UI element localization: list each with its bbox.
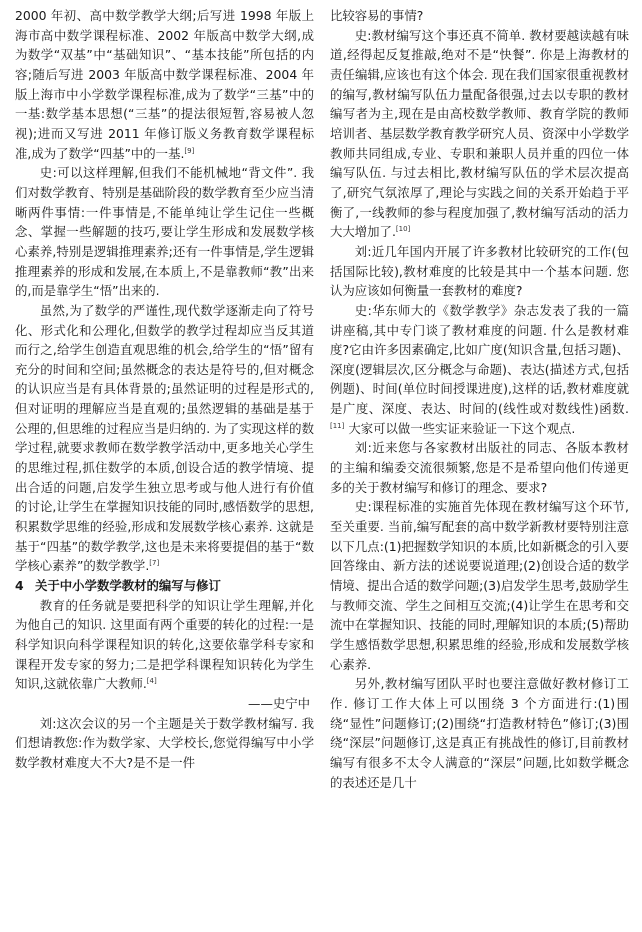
paragraph-shi-interpretation	[15, 163, 314, 301]
paragraph-text: 2000 年初、高中数学教学大纲;后写进 1998 年版上海市高中数学课程标准、2002 年版高中数学大纲,成为数学“双基”中“基础知识”、“基本技能”所包括的内容;随后写进 2003 年版高中数学课程标准、2004 年版上海市中小学数学课程标准,成为了数学“三基”中的一基:数学基本思想(“三基”的提法很短暂,容易被人忽视);进而又写进 2011 年修订版义务教育数学课程标准,成为了数学“四基”中的一基.	[15, 8, 314, 161]
section-number: 4	[15, 578, 24, 594]
right-column	[330, 6, 629, 792]
citation-ref[interactable]: [4]	[146, 677, 157, 686]
section-heading	[15, 576, 314, 596]
paragraph-text: 史:教材编写这个事还真不简单. 教材要越读越有味道,经得起反复推敲,绝对不是“快餐”. 你是上海教材的责任编辑,应该也有这个体会. 现在我们国家很重视教材的编写,教材编写队伍力量配备很强,过去以专职的教材编写者为主,现在是由高校数学教师、教育学院的教师培训者、基层数学教育教学研究人员、资深中小学数学教师共同组成,专业、专职和兼职人员并重的四位一体编写队伍. 与过去相比,教材编写队伍的学术层次提高了,研究气氛浓厚了,理论与实践之间的关系开始趋于平衡了,一线教师的参与程度加强了,教材编写活动的活力大大增加了.	[330, 27, 629, 240]
paragraph-text: 刘:这次会议的另一个主题是关于数学教材编写. 我们想请教您:作为数学家、大学校长,您觉得编写中小学数学教材难度大不大?是不是一件	[15, 715, 314, 770]
section-title: 关于中小学数学教材的编写与修订	[35, 578, 221, 594]
citation-ref[interactable]: [7]	[149, 559, 160, 568]
paragraph-math-rigor	[15, 301, 314, 576]
paragraph-text: 史:华东师大的《数学教学》杂志发表了我的一篇讲座稿,其中专门谈了教材难度的问题. 什么是教材难度?它由许多因素确定,比如广度(知识含量,包括习题)、深度(逻辑层次,区分概念与命题)、表达(描述方式,包括例题)、时间(单位时间授课进度),这样的话,教材难度就是广度、深度、表达、时间的(线性或对数线性)函数.	[330, 302, 629, 417]
paragraph-text: 刘:近来您与各家教材出版社的同志、各版本教材的主编和编委交流很频繁,您是不是希望向他们传递更多的关于教材编写和修订的理念、要求?	[330, 440, 629, 495]
paragraph-continued	[15, 6, 314, 163]
paragraph-text-tail: 大家可以做一些实证来验证一下这个观点.	[344, 420, 576, 436]
citation-ref[interactable]: [9]	[184, 146, 195, 155]
citation-ref[interactable]: [10]	[395, 225, 411, 234]
paragraph-education-task	[15, 596, 314, 694]
paragraph-text: 虽然,为了数学的严谨性,现代数学逐渐走向了符号化、形式化和公理化,但数学的教学过程却应当反其道而行之,给学生创造直观思维的机会,给学生的“悟”留有充分的时间和空间;虽然概念的表达是符号的,但对概念的认识应当是有具体背景的;虽然证明的过程是形式的,但对证明的理解应当是直观的;虽然逻辑的基础是基于公理的,但思维的过程应当是归纳的. 为了实现这样的数学过程,就要求教师在数学教学活动中,更多地关心学生的思维过程,抓住数学的本质,创设合适的教学情境、提出合适的问题,启发学生独立思考或与他人进行有价值的讨论,让学生在掌握知识技能的同时,感悟数学的思想,积累数学思维的经验,形成和发展数学核心素养. 这就是基于“四基”的数学教学,这也是未来将要提倡的基于“数学核心素养”的数学教学.	[15, 302, 314, 574]
paragraph-text: 教育的任务就是要把科学的知识让学生理解,并化为他自己的知识. 这里面有两个重要的转化的过程:一是科学知识向科学课程知识的转化,这要依靠学科专家和课程开发专家的努力;二是把学科课程知识转化为学生知识,这就依靠广大教师.	[15, 597, 314, 692]
paragraph-shi-curriculum	[330, 497, 629, 674]
paragraph-liu-difficulty-question	[330, 242, 629, 301]
paragraph-text: 史:课程标准的实施首先体现在教材编写这个环节,至关重要. 当前,编写配套的高中数学新教材要特别注意以下几点:(1)把握数学知识的本质,比如新概念的引入要回答缘由、新方法的述说要说道理;(2)创设合适的数学情境、提出合适的数学问题;(3)启发学生思考,鼓励学生与教师交流、学生之间相互交流;(4)让学生在思考和交流中在掌握知识、技能的同时,理解知识的本质;(5)帮助学生感悟数学思想,积累思维的经验,形成和发展数学核心素养.	[330, 499, 629, 672]
paragraph-shi-textbook-writing	[330, 26, 629, 242]
paragraph-continued	[330, 6, 629, 26]
paragraph-liu-question	[15, 714, 314, 773]
paragraph-text: 另外,教材编写团队平时也要注意做好教材修订工作. 修订工作大体上可以围绕 3 个方面进行:(1)围绕“显性”问题修订;(2)围绕“打造教材特色”修订;(3)围绕“深层”问题修订,这是真正有挑战性的修订,目前教材编写有很多不太令人满意的“深层”问题,比如数学概念的表述还是几十	[330, 676, 629, 790]
paragraph-shi-difficulty	[330, 301, 629, 439]
author-signature: ——史宁中	[248, 695, 310, 711]
paragraph-text: 比较容易的事情?	[330, 8, 424, 23]
left-column	[15, 6, 314, 773]
paragraph-text: 刘:近几年国内开展了许多教材比较研究的工作(包括国际比较),教材难度的比较是其中一个基本问题. 您认为应该如何衡量一套教材的难度?	[330, 243, 629, 299]
paragraph-text: 史:可以这样理解,但我们不能机械地“背文件”. 我们对数学教育、特别是基础阶段的数学教育至少应当清晰两件事情:一件事情是,不能单纯让学生记住一些概念、掌握一些解题的技巧,要让学生形成和发展数学核心素养,特别是逻辑推理素养;还有一件事情是,学生逻辑推理素养的形成和发展,在本质上,不是靠教师“教”出来的,而是靠学生“悟”出来的.	[15, 165, 314, 299]
paragraph-liu-publishers	[330, 438, 629, 497]
citation-ref[interactable]: [11]	[330, 421, 345, 430]
paragraph-revision	[330, 674, 629, 792]
